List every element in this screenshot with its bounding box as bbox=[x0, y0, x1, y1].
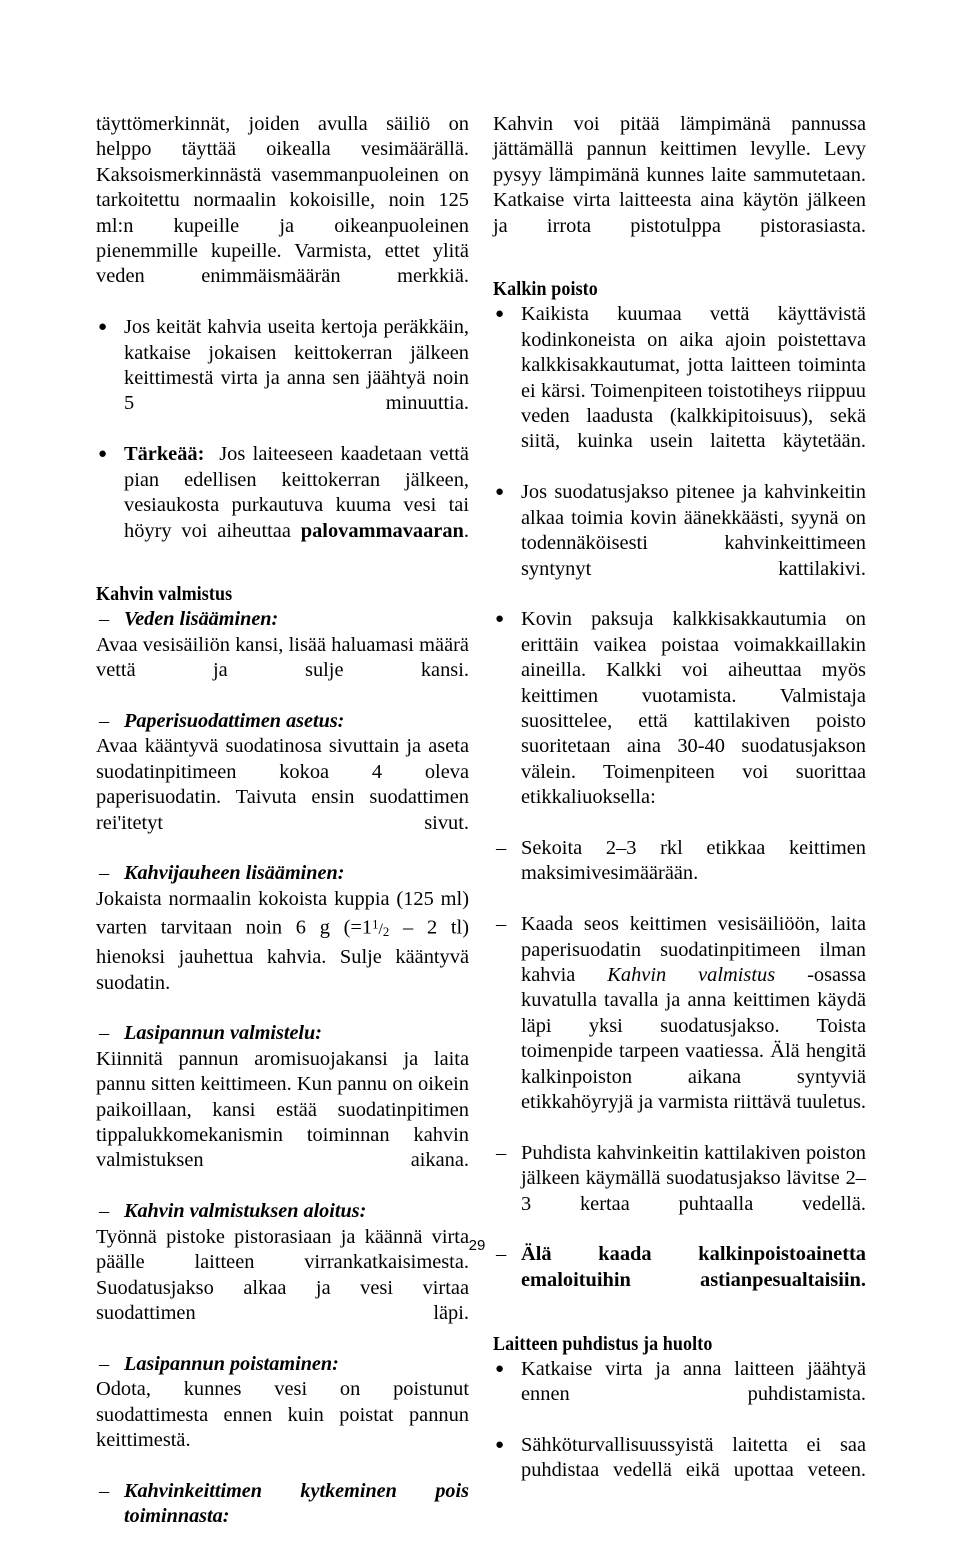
descaling-step-3 bbox=[493, 1141, 866, 1243]
descaling-bullet-1-text: Kaikista kuumaa vettä käyttävistä kodinkoneista on aika ajoin poistettava kalkkisakkautumat, jotta laitteen toiminta ei kärsi. Toimenpiteen toistotiheys riippuu veden laadusta (kalkkipitoisuus), sekä siitä, kuinka usein laitetta käytetään. bbox=[521, 303, 866, 453]
descaling-step-1-text: Sekoita 2–3 rkl etikkaa keittimen maksimivesimäärään. bbox=[521, 836, 866, 885]
descaling-bullet-3-text: Kovin paksuja kalkkisakkautumia on erittäin vaikea poistaa voimakkaillakin aineilla. Kalkki voi aiheuttaa myös keittimen vuotamista. Valmistaja suosittelee, että kattilakiven poisto suoritetaan aina 30-40 suodatusjakson välein. Toimenpiteen voi suorittaa etikkaliuoksella: bbox=[521, 608, 866, 809]
descaling-step-3-text: Puhdista kahvinkeitin kattilakiven poiston jälkeen käymällä suodatusjakso lävitse 2–3 kertaa puhtaalla vedellä. bbox=[521, 1141, 866, 1215]
step-2-body: Avaa kääntyvä suodatinosa sivuttain ja aseta suodatinpitimeen kokoa 4 oleva paperisuodatin. Taivuta ensin suodattimen rei'itetyt sivut. bbox=[96, 735, 469, 834]
spacer bbox=[96, 569, 469, 583]
step-6-subhead bbox=[96, 1352, 469, 1377]
bullet-dot-icon: ● bbox=[495, 1436, 505, 1453]
reference-kahvin-valmistus: Kahvin valmistus bbox=[607, 964, 776, 986]
heading-laitteen-puhdistus: Laitteen puhdistus ja huolto bbox=[493, 1333, 713, 1355]
step-3-subhead-text: Kahvijauheen lisääminen: bbox=[124, 862, 345, 885]
bullet-dot-icon: ● bbox=[495, 1360, 505, 1377]
spacer bbox=[493, 264, 866, 278]
step-6-body: Odota, kunnes vesi on poistunut suodattimesta ennen kuin poistat pannun keittimestä. bbox=[96, 1378, 469, 1451]
step-3-body-pre: Jokaista normaalin kokoista kuppia (125 ml) varten tarvitaan noin 6 g (=1 bbox=[96, 887, 469, 939]
heading-kalkin-poisto: Kalkin poisto bbox=[493, 279, 598, 301]
descaling-step-2 bbox=[493, 912, 866, 1141]
fraction-one-half: $^1/_2$ bbox=[372, 917, 390, 939]
step-1-body: Avaa vesisäiliön kansi, lisää haluamasi määrä vettä ja sulje kansi. bbox=[96, 633, 469, 682]
left-bullet-2-body: Jos laiteeseen kaadetaan vettä pian edellisen keittokerran jälkeen, vesiaukosta purkautuva kuuma vesi tai höyry voi aiheuttaa bbox=[124, 443, 469, 542]
descaling-bullet-2-text: Jos suodatusjakso pitenee ja kahvinkeitin alkaa toimia kovin äänekkäästi, syynä on todennäköisesti kahvinkeittimeen syntynyt kattilakivi. bbox=[521, 481, 866, 580]
bullet-dot-icon: ● bbox=[495, 484, 505, 501]
step-1-subhead bbox=[96, 607, 469, 632]
dash-marker-icon: – bbox=[99, 1479, 110, 1502]
burn-hazard-emphasis: palovammavaaran bbox=[300, 519, 464, 542]
heading-kahvin-valmistus: Kahvin valmistus bbox=[96, 584, 233, 606]
step-3-body-post: – 2 tl) hienoksi jauhettua kahvia. Sulje kääntyvä suodatin. bbox=[96, 916, 470, 994]
dash-marker-icon: – bbox=[496, 1243, 507, 1266]
step-5-body: Työnnä pistoke pistorasiaan ja käännä virta päälle laitteen virrankatkaisimesta. Suodatusjakso alkaa ja vesi virtaa suodattimen läpi. bbox=[96, 1225, 469, 1324]
dash-marker-icon: – bbox=[99, 1200, 110, 1223]
step-3-subhead bbox=[96, 861, 469, 886]
descaling-bullet-3 bbox=[493, 607, 866, 836]
cleaning-bullet-2-text: Sähköturvallisuussyistä laitetta ei saa puhdistaa vedellä eikä upottaa veteen. bbox=[521, 1433, 866, 1482]
important-label: Tärkeää: bbox=[124, 443, 205, 466]
cleaning-bullet-2 bbox=[493, 1433, 866, 1509]
descaling-warning-text: Älä kaada kalkinpoistoainetta emaloituihin astianpesualtaisiin. bbox=[521, 1243, 866, 1291]
dash-marker-icon: – bbox=[99, 1022, 110, 1045]
left-intro-paragraph: täyttömerkinnät, joiden avulla säiliö on helppo täyttää oikealla vesimäärällä. Kaksoismerkinnästä vasemmanpuoleinen on tarkoitettu normaalin kokoisille, noin 125 ml:n kupeille ja oikeanpuoleinen pienemmille kupeille. Varmista, ettet ylitä veden enimmäismäärän merkkiä. bbox=[96, 113, 469, 288]
step-3-body bbox=[96, 887, 469, 1022]
dash-marker-icon: – bbox=[99, 709, 110, 732]
descaling-step-1 bbox=[493, 836, 866, 912]
dash-marker-icon: – bbox=[496, 1141, 507, 1164]
descaling-bullet-2 bbox=[493, 480, 866, 607]
step-2-subhead bbox=[96, 709, 469, 734]
step-7-subhead-text: Kahvinkeittimen kytkeminen pois toiminnasta: bbox=[124, 1479, 469, 1528]
step-7-subhead bbox=[96, 1479, 469, 1555]
bullet-dot-icon: ● bbox=[98, 319, 108, 336]
step-4-subhead bbox=[96, 1021, 469, 1046]
bullet-dot-icon: ● bbox=[98, 446, 108, 463]
bullet-dot-icon: ● bbox=[495, 306, 505, 323]
step-4-subhead-text: Lasipannun valmistelu: bbox=[124, 1022, 322, 1045]
dash-marker-icon: – bbox=[496, 913, 507, 936]
spacer bbox=[493, 1319, 866, 1333]
cleaning-bullet-1 bbox=[493, 1357, 866, 1433]
dash-marker-icon: – bbox=[99, 608, 110, 631]
step-2-subhead-text: Paperisuodattimen asetus: bbox=[124, 709, 345, 732]
step-4-body: Kiinnitä pannun aromisuojakansi ja laita pannu sitten keittimeen. Kun pannu on oikein paikoillaan, kansi estää suodatinpitimen tippalukkomekanismin toiminnan kahvin valmistuksen aikana. bbox=[96, 1047, 469, 1172]
step-6-subhead-text: Lasipannun poistaminen: bbox=[124, 1352, 339, 1375]
descaling-step-2-post: -osassa kuvatulla tavalla ja anna keittimen käydä läpi yksi suodatusjakso. Toista toimenpide tarpeen vaatiessa. Älä hengitä kalkinpoiston aikana syntyviä etikkahöyryjä ja varmista riittävä tuuletus. bbox=[521, 964, 866, 1114]
page-number: 29 bbox=[468, 1237, 486, 1254]
bullet-dot-icon: ● bbox=[495, 611, 505, 628]
step-5-subhead bbox=[96, 1199, 469, 1224]
left-bullet-2-period: . bbox=[463, 519, 469, 542]
left-bullet-1-text: Jos keität kahvia useita kertoja peräkkäin, katkaise jokaisen keittokerran jälkeen keittimestä virta ja anna sen jäähtyä noin 5 minuuttia. bbox=[124, 316, 469, 415]
dash-marker-icon: – bbox=[496, 836, 507, 859]
left-column bbox=[96, 112, 470, 1528]
dash-marker-icon: – bbox=[99, 862, 110, 885]
right-column bbox=[493, 112, 866, 1482]
descaling-step-2-pre: Kaada seos keittimen vesisäiliöön, laita paperisuodatin suodatinpitimeen ilman kahvia bbox=[521, 913, 866, 986]
descaling-bullet-1 bbox=[493, 302, 866, 480]
left-bullet-2-text bbox=[124, 442, 469, 569]
right-intro-paragraph: Kahvin voi pitää lämpimänä pannussa jättämällä pannun keittimen levylle. Levy pysyy lämpimänä kunnes laite sammutetaan. Katkaise virta laitteesta aina käytön jälkeen ja irrota pistotulppa pistorasiasta. bbox=[493, 113, 866, 237]
step-5-subhead-text: Kahvin valmistuksen aloitus: bbox=[124, 1200, 367, 1223]
descaling-step-2-text bbox=[521, 912, 866, 1141]
left-bullet-1 bbox=[96, 315, 469, 442]
left-bullet-2 bbox=[96, 442, 469, 569]
step-1-subhead-text: Veden lisääminen: bbox=[124, 608, 279, 631]
cleaning-bullet-1-text: Katkaise virta ja anna laitteen jäähtyä ennen puhdistamista. bbox=[521, 1357, 866, 1406]
dash-marker-icon: – bbox=[99, 1352, 110, 1375]
